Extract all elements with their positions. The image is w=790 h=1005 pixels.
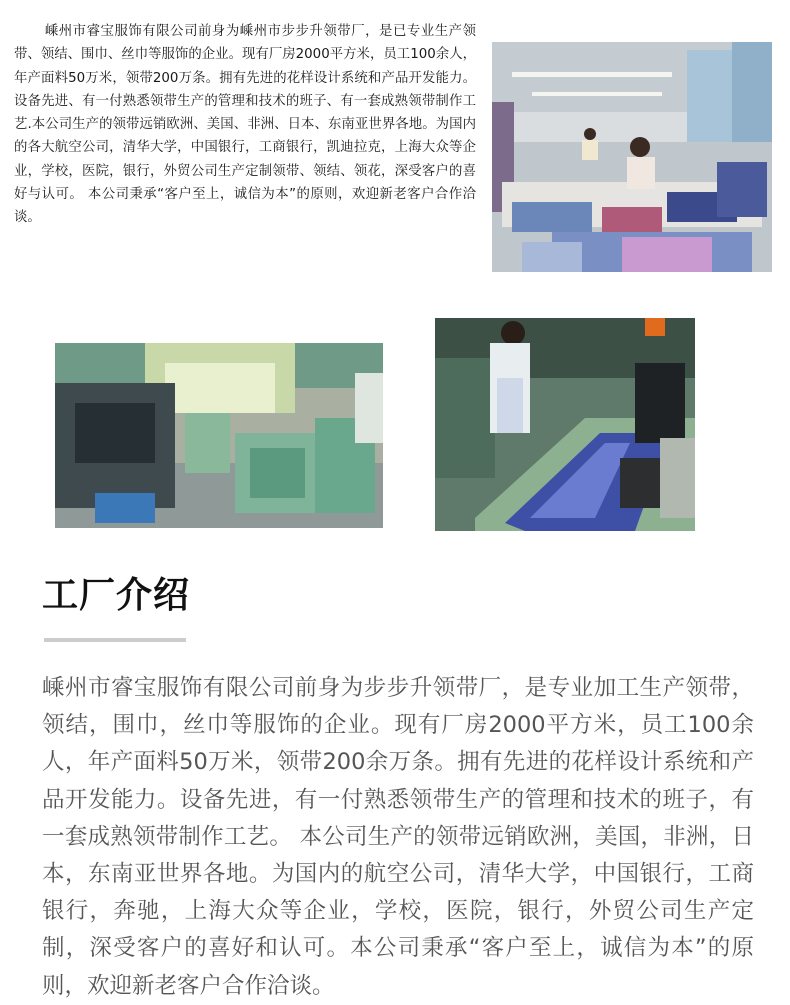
loom-floor-photo	[55, 343, 383, 528]
section-body-text: 嵊州市睿宝服饰有限公司前身为步步升领带厂，是专业加工生产领带，领结，围巾，丝巾等服饰的企业。现有厂房2000平方米，员工100余人，年产面料50万米，领带200余万条。拥有先进的花样设计系统和产品开发能力。设备先进，有一付熟悉领带生产的管理和技术的班子，有一套成熟领带制作工艺。 本公司生产的领带远销欧洲，美国，非洲，日本，东南亚世界各地。为国内的航空公司，清华大学，中国银行，工商银行，奔驰，上海大众等企业，学校，医院，银行，外贸公司生产定制，深受客户的喜好和认可。本公司秉承“客户至上，诚信为本”的原则，欢迎新老客户合作洽谈。	[42, 675, 754, 999]
weaving-machine-photo	[435, 318, 695, 531]
factory-workroom-photo	[492, 42, 772, 272]
intro-paragraph: 嵊州市睿宝服饰有限公司前身为嵊州市步步升领带厂，是已专业生产领带、领结、围巾、丝巾等服饰的企业。现有厂房2000平方米，员工100余人，年产面料50万米，领带200万条。拥有先进的花样设计系统和产品开发能力。设备先进、有一付熟悉领带生产的管理和技术的班子、有一套成熟领带制作工艺.本公司生产的领带远销欧洲、美国、非洲、日本、东南亚世界各地。为国内的各大航空公司，清华大学，中国银行，工商银行，凯迪拉克，上海大众等企业，学校，医院，银行，外贸公司生产定制领带、领结、领花，深受客户的喜好与认可。 本公司秉承“客户至上，诚信为本”的原则，欢迎新老客户合作洽谈。	[14, 24, 476, 226]
section-title: 工厂介绍	[42, 575, 191, 616]
title-underline	[44, 638, 186, 642]
